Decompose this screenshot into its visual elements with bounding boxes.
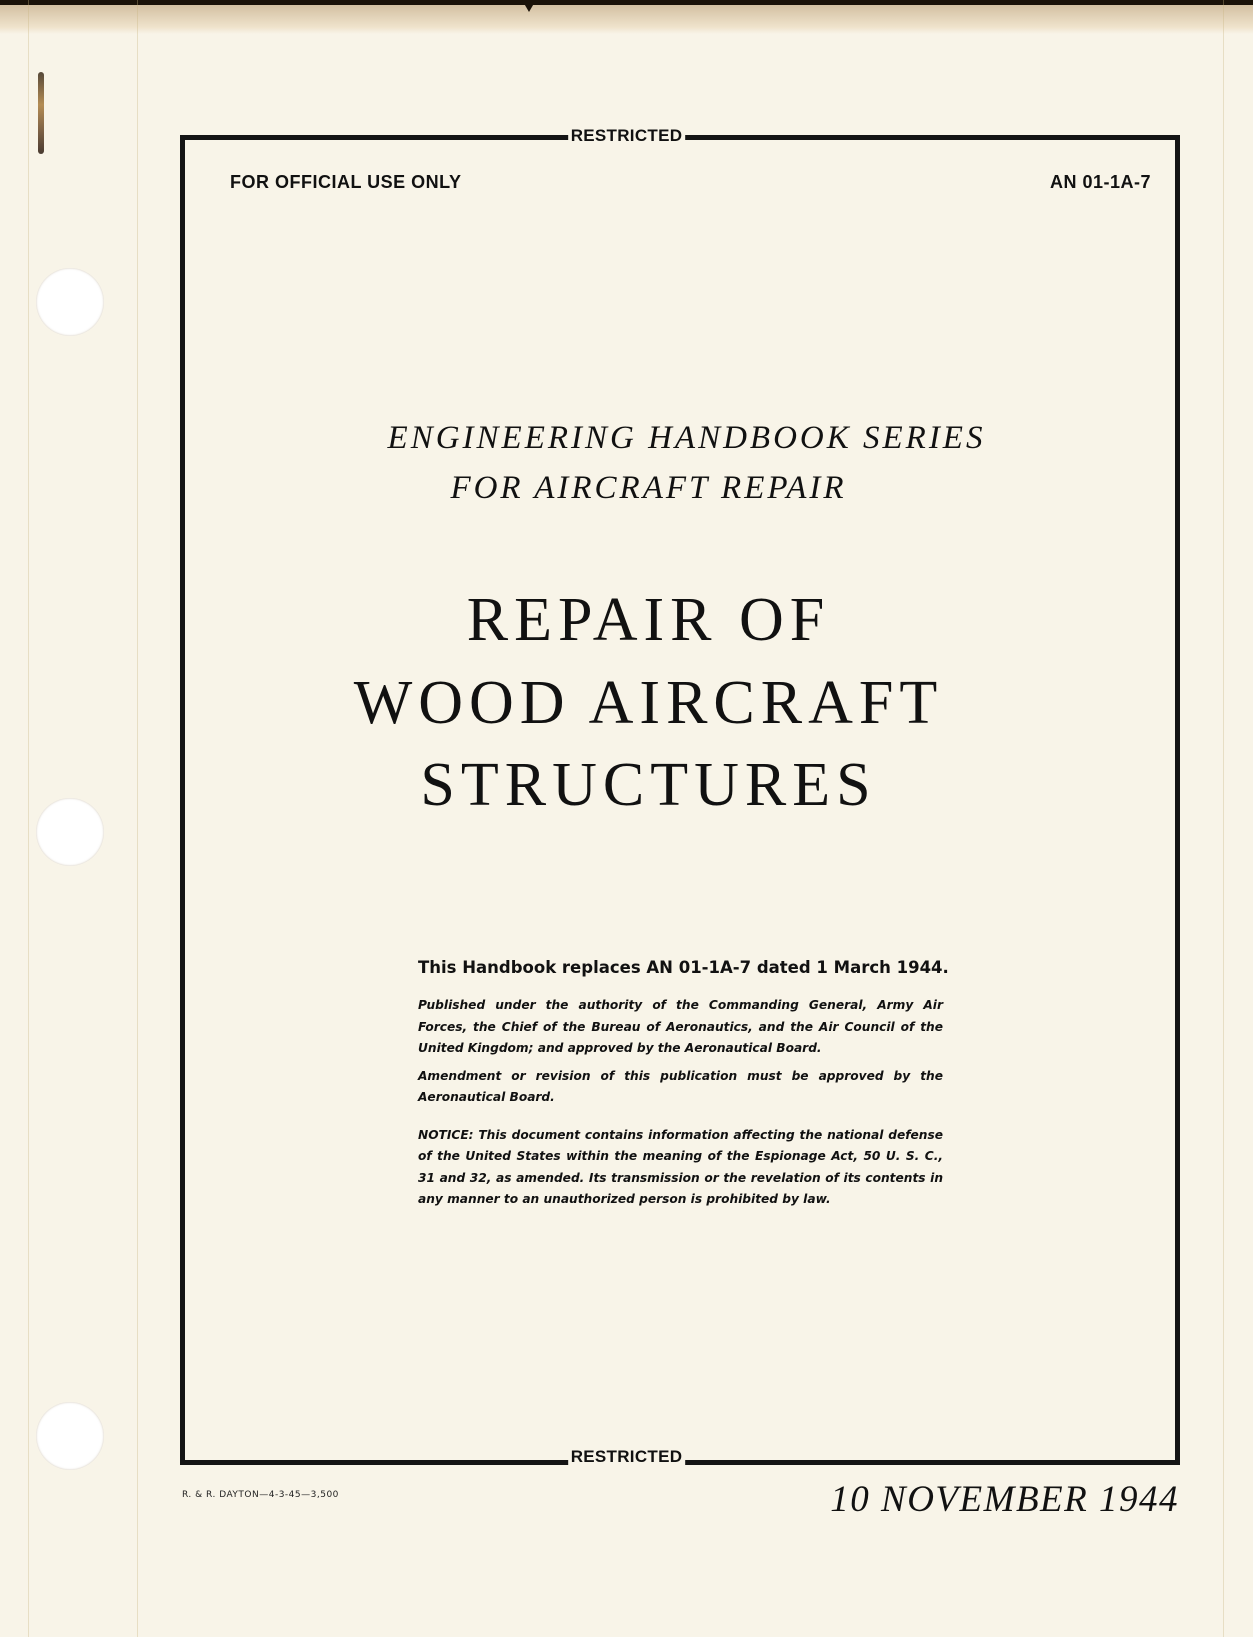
espionage-notice-paragraph: NOTICE: This document contains information affecting the national defense of the United States within the meaning of the Espionage Act, 50 U. S. C., 31 and 32, as amended. Its transmission or the revelation of its contents in any manner to an unauthorized person is prohibited by law. (418, 1127, 943, 1206)
classification-top: RESTRICTED (568, 126, 686, 146)
main-title-line-2: WOOD AIRCRAFT (353, 669, 944, 737)
replaces-statement: This Handbook replaces AN 01-1A-7 dated 1 March 1944. (418, 958, 949, 977)
printer-imprint: R. & R. DAYTON—4-3-45—3,500 (182, 1490, 339, 1500)
classification-bottom: RESTRICTED (568, 1447, 686, 1467)
authority-paragraph: Published under the authority of the Commanding General, Army Air Forces, the Chief of the Bureau of Aeronautics, and the Air Council of the United Kingdom; and approved by the Aeronautical Board. (418, 998, 943, 1055)
rust-stain (38, 72, 44, 154)
series-title-line-2: FOR AIRCRAFT REPAIR (450, 470, 847, 506)
scan-edge (0, 0, 1253, 5)
amendment-paragraph: Amendment or revision of this publication must be approved by the Aeronautical Board. (418, 1068, 943, 1104)
official-use-label: FOR OFFICIAL USE ONLY (230, 172, 462, 192)
main-title-line-1: REPAIR OF (466, 586, 831, 654)
series-title-line-1: ENGINEERING HANDBOOK SERIES (387, 420, 986, 456)
page-notch (522, 0, 536, 12)
main-title-line-3: STRUCTURES (420, 751, 877, 819)
document-number: AN 01-1A-7 (1049, 172, 1151, 192)
binder-hole-bottom (36, 1402, 104, 1470)
paper-aged-top-edge (0, 0, 1253, 34)
notice-block (418, 958, 949, 1217)
publication-date: 10 NOVEMBER 1944 (830, 1479, 1179, 1520)
binder-hole-top (36, 268, 104, 336)
